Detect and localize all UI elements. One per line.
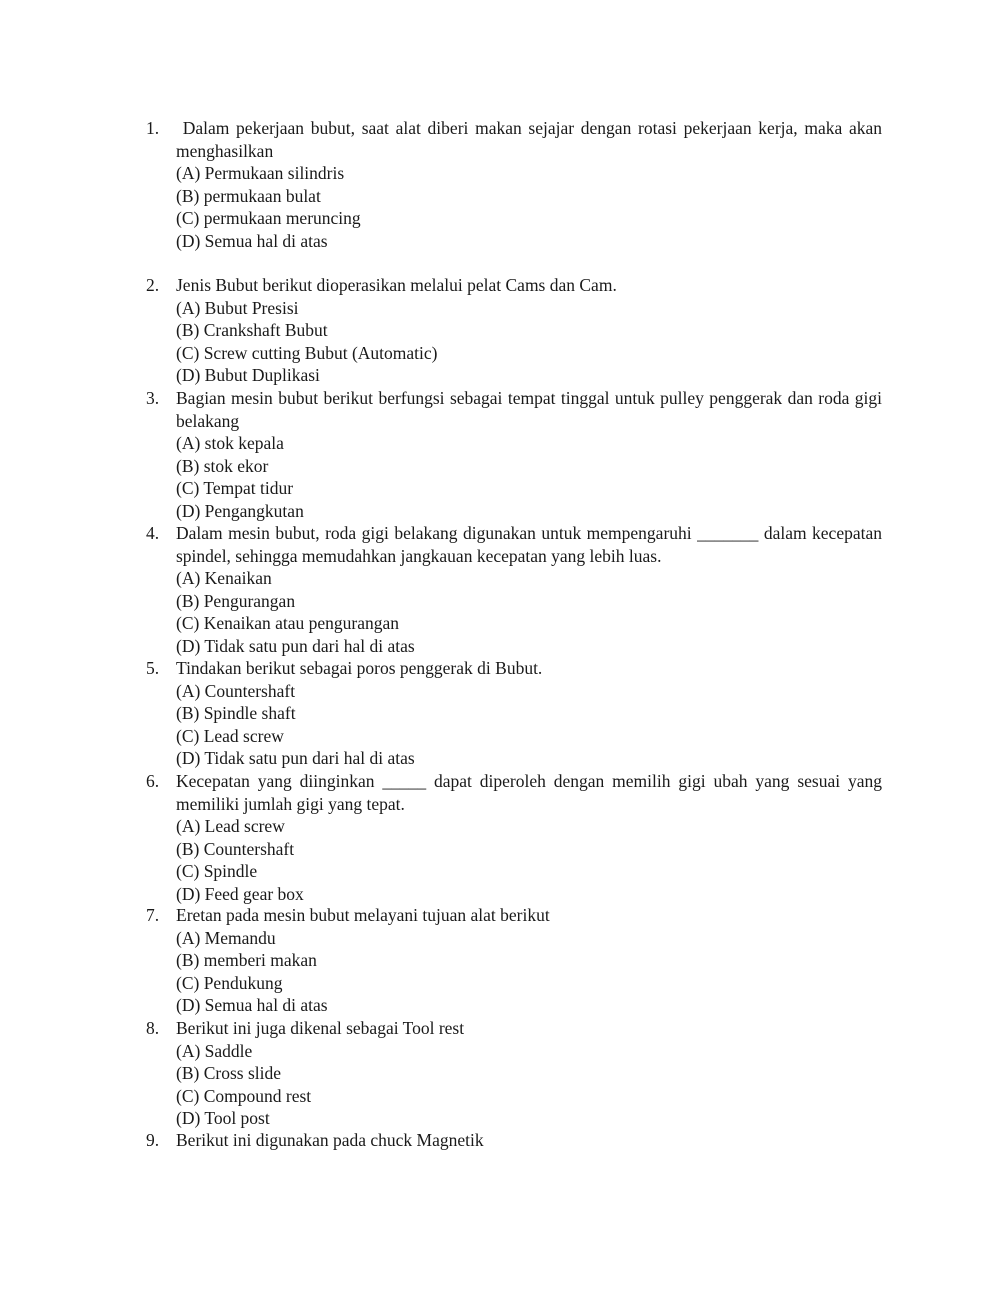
option-a: (A) Permukaan silindris: [176, 163, 345, 184]
option-d: (D) Bubut Duplikasi: [176, 365, 320, 386]
question-text: Dalam pekerjaan bubut, saat alat diberi makan sejajar dengan rotasi pekerjaan kerja, maka akan menghasilkan: [176, 118, 887, 161]
option-d: (D) Tool post: [176, 1108, 270, 1129]
question-text: Bagian mesin bubut berikut berfungsi sebagai tempat tinggal untuk pulley penggerak dan roda gigi belakang: [176, 388, 882, 431]
option-d: (D) Tidak satu pun dari hal di atas: [176, 748, 415, 769]
question-6: [146, 770, 882, 906]
option-a: (A) Countershaft: [176, 680, 296, 701]
question-8: [146, 1017, 882, 1130]
question-number: 8.: [146, 1018, 160, 1038]
option-c: (C) Lead screw: [176, 725, 284, 746]
question-9: [146, 1129, 882, 1152]
option-a: (A) Saddle: [176, 1040, 253, 1061]
option-d: (D) Tidak satu pun dari hal di atas: [176, 635, 415, 656]
option-a: (A) stok kepala: [176, 433, 284, 454]
option-b: (B) Cross slide: [176, 1063, 281, 1084]
question-2: [146, 274, 882, 387]
option-b: (B) memberi makan: [176, 950, 317, 971]
option-c: (C) Pendukung: [176, 972, 283, 993]
question-text: Tindakan berikut sebagai poros penggerak di Bubut.: [176, 658, 543, 678]
option-a: (A) Bubut Presisi: [176, 297, 299, 318]
option-d: (D) Feed gear box: [176, 883, 304, 904]
option-c: (C) Compound rest: [176, 1085, 312, 1106]
question-number: 1.: [146, 118, 160, 138]
question-text: Berikut ini digunakan pada chuck Magnetik: [176, 1130, 484, 1150]
question-number: 9.: [146, 1130, 160, 1150]
option-d: (D) Semua hal di atas: [176, 995, 328, 1016]
question-5: [146, 657, 882, 770]
question-4: [146, 522, 882, 658]
option-b: (B) Crankshaft Bubut: [176, 320, 328, 341]
question-number: 2.: [146, 275, 160, 295]
question-number: 3.: [146, 388, 160, 408]
question-number: 4.: [146, 523, 160, 543]
question-text: Dalam mesin bubut, roda gigi belakang digunakan untuk mempengaruhi _______ dalam kecepatan spindel, sehingga memudahkan jangkauan kecepatan yang lebih luas.: [176, 523, 882, 566]
option-a: (A) Kenaikan: [176, 568, 272, 589]
option-d: (D) Semua hal di atas: [176, 230, 328, 251]
option-d: (D) Pengangkutan: [176, 500, 304, 521]
question-7: [146, 904, 882, 1017]
option-c: (C) Tempat tidur: [176, 478, 294, 499]
question-text: Kecepatan yang diinginkan _____ dapat diperoleh dengan memilih gigi ubah yang sesuai yang memiliki jumlah gigi yang tepat.: [176, 771, 882, 814]
option-c: (C) permukaan meruncing: [176, 208, 361, 229]
question-1: [146, 117, 887, 253]
option-b: (B) Pengurangan: [176, 590, 296, 611]
option-c: (C) Screw cutting Bubut (Automatic): [176, 342, 438, 363]
question-text: Berikut ini juga dikenal sebagai Tool rest: [176, 1018, 465, 1038]
option-a: (A) Memandu: [176, 927, 276, 948]
option-b: (B) Spindle shaft: [176, 703, 296, 724]
option-c: (C) Spindle: [176, 861, 258, 882]
option-b: (B) Countershaft: [176, 838, 295, 859]
option-c: (C) Kenaikan atau pengurangan: [176, 613, 400, 634]
question-text: Jenis Bubut berikut dioperasikan melalui pelat Cams dan Cam.: [176, 275, 617, 295]
question-number: 5.: [146, 658, 160, 678]
option-a: (A) Lead screw: [176, 816, 285, 837]
question-text: Eretan pada mesin bubut melayani tujuan alat berikut: [176, 905, 550, 925]
option-b: (B) stok ekor: [176, 455, 269, 476]
question-number: 6.: [146, 771, 160, 791]
question-3: [146, 387, 882, 523]
option-b: (B) permukaan bulat: [176, 185, 321, 206]
question-number: 7.: [146, 905, 160, 925]
